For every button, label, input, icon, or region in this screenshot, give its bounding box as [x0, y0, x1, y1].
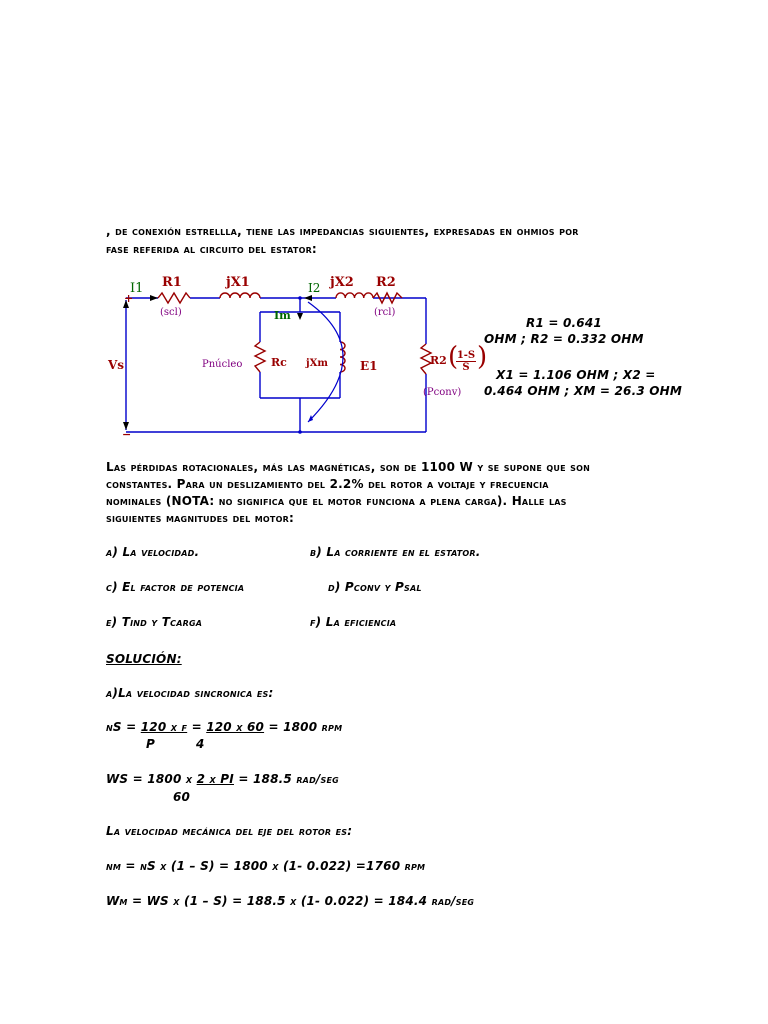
jx2-inductor — [336, 293, 373, 298]
sync-speed-title: a)La velocidad sincronica es: — [106, 686, 274, 700]
jx2-label: jX2 — [330, 275, 354, 290]
mech-speed-title: La velocidad mecánica del eje del rotor es: — [106, 824, 353, 838]
losses-line-4: siguientes magnitudes del motor: — [106, 511, 294, 525]
r1-label: R1 — [162, 275, 182, 290]
solution-heading: SOLUCIÓN: — [106, 652, 182, 666]
r2-label: R2 — [376, 275, 396, 290]
rc-label: Rc — [271, 356, 287, 369]
param-x1: X1 = 1.106 OHM ; X2 = — [496, 368, 656, 382]
i1-arrow — [150, 295, 158, 301]
pnucleo-label: Pnúcleo — [202, 359, 243, 370]
rc-resistor — [255, 342, 265, 372]
i2-label: I2 — [308, 281, 321, 295]
losses-line-1: Las pérdidas rotacionales, más las magnéticas, son de 1100 W y se supone que son — [106, 460, 590, 474]
jx1-inductor — [220, 293, 260, 298]
rcl-label: (rcl) — [374, 307, 396, 318]
wm-equation: Wm = WS x (1 – S) = 188.5 x (1- 0.022) = 184.4 rad/seg — [106, 894, 475, 908]
ns-equation: nS = 120 x f = 120 x 60 = 1800 rpm — [106, 720, 343, 734]
question-c: c) El factor de potencia — [106, 580, 245, 594]
r1-resistor — [158, 293, 190, 303]
jxm-label: jXm — [306, 358, 328, 369]
i1-label: I1 — [130, 281, 144, 296]
vs-label: Vs — [108, 358, 125, 372]
ns-denominator-p: P — [146, 737, 155, 751]
r2-load-label: R2 — [430, 354, 447, 367]
question-f: f) La eficiencia — [310, 615, 397, 629]
param-r1: R1 = 0.641 — [526, 316, 602, 330]
nm-equation: nm = nS x (1 – S) = 1800 x (1- 0.022) =1760 rpm — [106, 859, 426, 873]
losses-line-2: constantes. Para un deslizamiento del 2.2% del rotor a voltaje y frecuencia — [106, 477, 549, 491]
losses-line-3: nominales (NOTA: no significa que el motor funciona a plena carga). Halle las — [106, 494, 567, 508]
im-label: Im — [274, 309, 291, 322]
scl-label: (scl) — [160, 307, 182, 318]
i2-arrow — [304, 295, 312, 301]
param-x2-xm: 0.464 OHM ; XM = 26.3 OHM — [484, 384, 683, 398]
slip-numerator: 1-S — [456, 350, 476, 361]
minus-sign: − — [122, 428, 132, 441]
pconv-label: (Pconv) — [423, 387, 462, 398]
equivalent-circuit-diagram — [108, 272, 462, 442]
slip-denominator: S — [462, 362, 470, 373]
plus-sign: + — [124, 292, 134, 305]
question-e: e) Tind y Tcarga — [106, 615, 203, 629]
question-a: a) La velocidad. — [106, 545, 200, 559]
intro-line-2: fase referida al circuito del estator: — [106, 242, 317, 256]
question-d: d) Pconv y Psal — [328, 580, 422, 594]
intro-line-1: , de conexión estrellla, tiene las impedancias siguientes, expresadas en ohmios por — [106, 224, 579, 238]
e1-label: E1 — [360, 359, 378, 373]
ws-equation: WS = 1800 x 2 x PI = 188.5 rad/seg — [106, 772, 339, 786]
ws-denominator: 60 — [173, 790, 191, 804]
param-r2: OHM ; R2 = 0.332 OHM — [484, 332, 644, 346]
jx1-label: jX1 — [226, 275, 250, 290]
question-b: b) La corriente en el estator. — [310, 545, 481, 559]
ns-denominator-4: 4 — [196, 737, 205, 751]
im-arrow — [297, 313, 303, 320]
